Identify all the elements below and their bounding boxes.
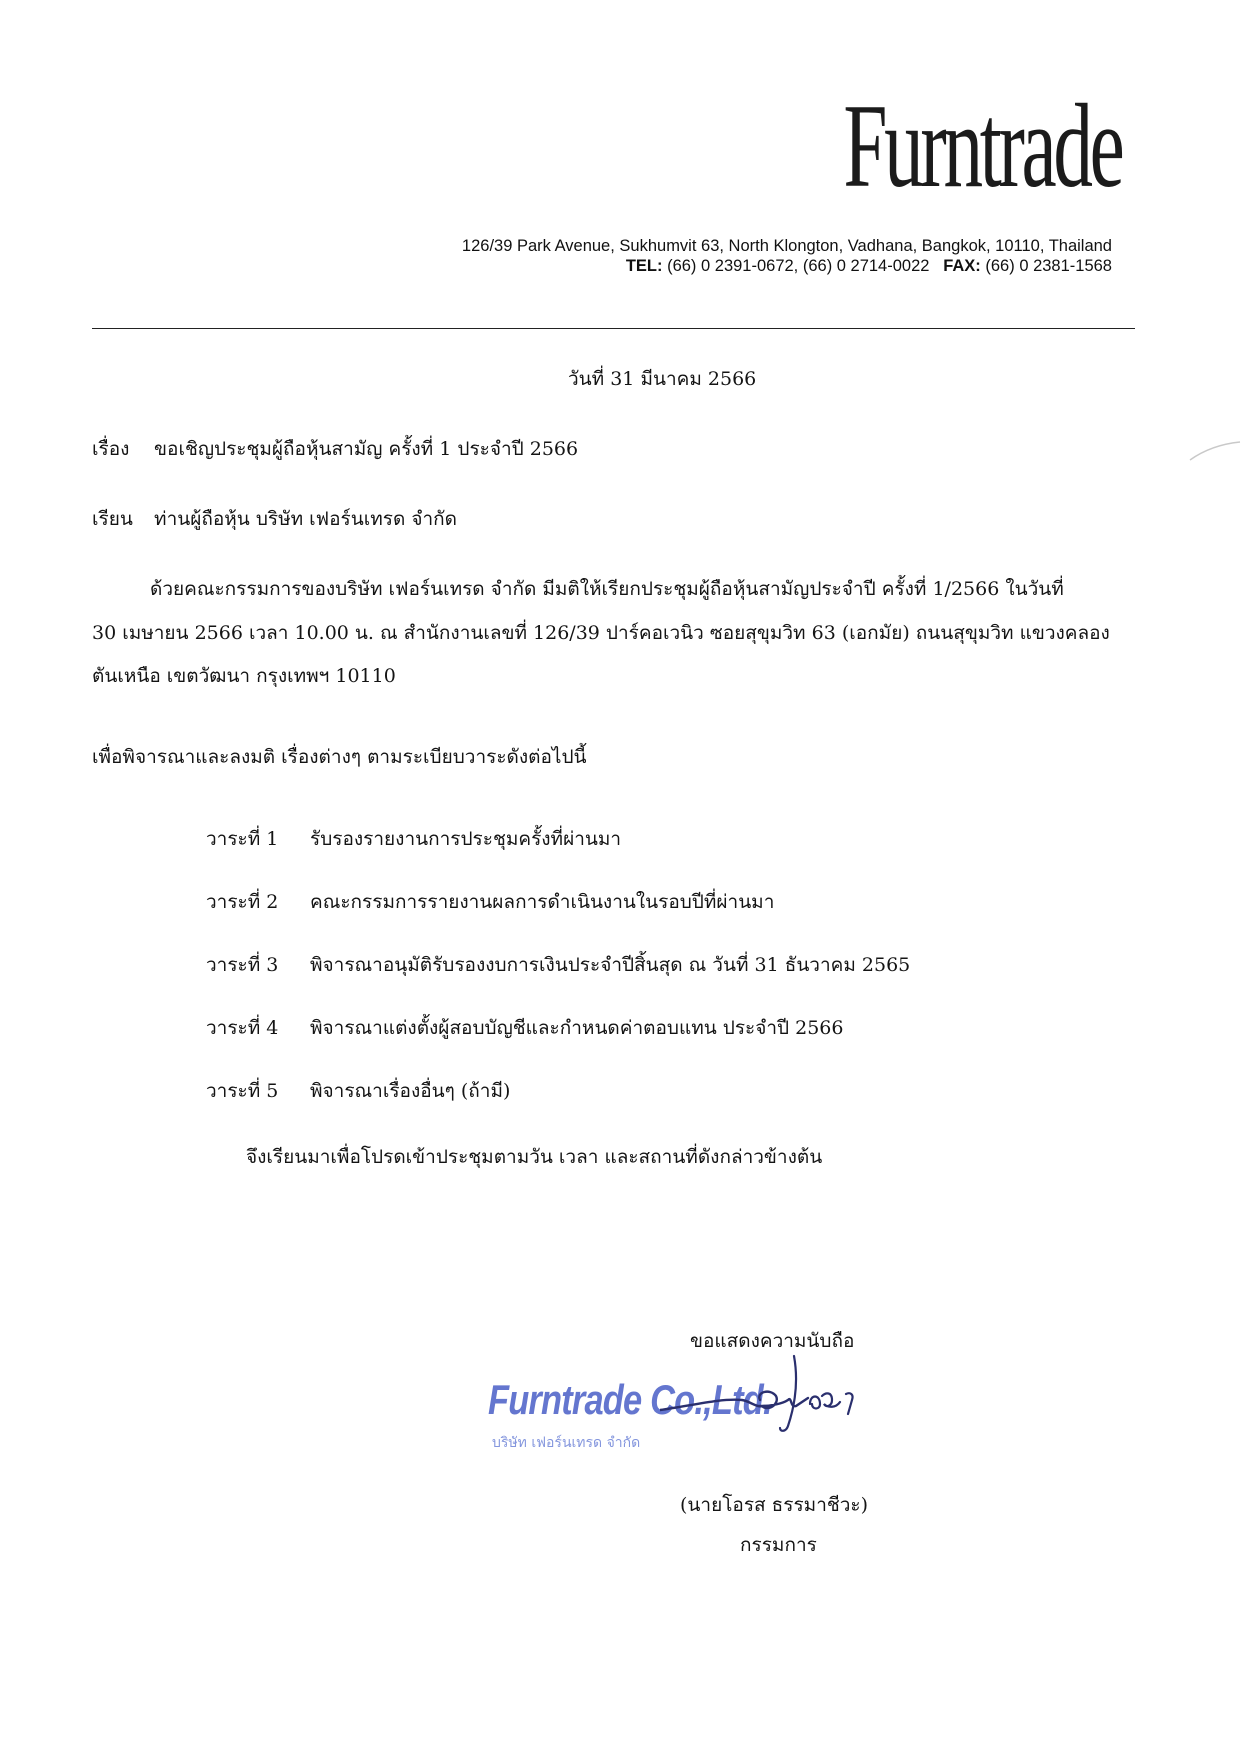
- letterhead-contact: [462, 236, 1112, 276]
- agenda-number: วาระที่ 4: [206, 1017, 279, 1039]
- scan-mark: [1186, 420, 1242, 470]
- company-address: 126/39 Park Avenue, Sukhumvit 63, North Klongton, Vadhana, Bangkok, 10110, Thailand: [461, 237, 1112, 255]
- regards-text: ขอแสดงความนับถือ: [690, 1330, 855, 1352]
- signer-position: กรรมการ: [740, 1534, 817, 1556]
- contact-line: [462, 256, 1112, 276]
- tel-value: (66) 0 2391-0672, (66) 0 2714-0022: [667, 257, 930, 275]
- agenda-number: วาระที่ 1: [206, 828, 279, 850]
- agenda-item: [206, 1076, 510, 1106]
- closing-line: จึงเรียนมาเพื่อโปรดเข้าประชุมตามวัน เวลา และสถานที่ดังกล่าวข้างต้น: [246, 1146, 823, 1168]
- company-logo: Furntrade: [843, 79, 1122, 212]
- body-line-1: ด้วยคณะกรรมการของบริษัท เฟอร์นเทรด จำกัด มีมติให้เรียกประชุมผู้ถือหุ้นสามัญประจำปี ครั้งที่ 1/2566 ในวันที่: [150, 578, 1064, 600]
- agenda-intro: เพื่อพิจารณาและลงมติ เรื่องต่างๆ ตามระเบียบวาระดังต่อไปนี้: [92, 746, 587, 768]
- stamp-text-th: บริษัท เฟอร์นเทรด จำกัด: [492, 1435, 641, 1451]
- agenda-number: วาระที่ 3: [206, 954, 279, 976]
- agenda-item: [206, 887, 774, 917]
- subject-label: เรื่อง: [92, 438, 130, 460]
- header-divider: [92, 328, 1135, 329]
- subject-line: [92, 434, 578, 464]
- body-line-3: ตันเหนือ เขตวัฒนา กรุงเทพฯ 10110: [92, 665, 396, 687]
- agenda-text: รับรองรายงานการประชุมครั้งที่ผ่านมา: [310, 828, 622, 850]
- recipient-line: [92, 504, 457, 534]
- agenda-text: พิจารณาอนุมัติรับรองงบการเงินประจำปีสิ้นสุด ณ วันที่ 31 ธันวาคม 2565: [310, 954, 911, 976]
- stamp-text-en: Furntrade Co.,Ltd.: [488, 1376, 772, 1423]
- agenda-text: พิจารณาแต่งตั้งผู้สอบบัญชีและกำหนดค่าตอบแทน ประจำปี 2566: [310, 1017, 844, 1039]
- agenda-item: [206, 950, 910, 980]
- tel-label: TEL:: [625, 257, 663, 275]
- agenda-item: [206, 1013, 843, 1043]
- agenda-text: พิจารณาเรื่องอื่นๆ (ถ้ามี): [310, 1080, 511, 1102]
- signer-name: (นายโอรส ธรรมาชีวะ): [680, 1494, 869, 1516]
- agenda-text: คณะกรรมการรายงานผลการดำเนินงานในรอบปีที่ผ่านมา: [310, 891, 775, 913]
- fax-label: FAX:: [943, 257, 981, 275]
- recipient-text: ท่านผู้ถือหุ้น บริษัท เฟอร์นเทรด จำกัด: [154, 508, 457, 530]
- agenda-number: วาระที่ 5: [206, 1080, 279, 1102]
- subject-text: ขอเชิญประชุมผู้ถือหุ้นสามัญ ครั้งที่ 1 ประจำปี 2566: [154, 438, 579, 460]
- letter-date: วันที่ 31 มีนาคม 2566: [568, 368, 757, 390]
- fax-value: (66) 0 2381-1568: [985, 257, 1112, 275]
- body-line-2: 30 เมษายน 2566 เวลา 10.00 น. ณ สำนักงานเลขที่ 126/39 ปาร์คอเวนิว ซอยสุขุมวิท 63 (เอกมัย) ถนนสุขุมวิท แขวงคลอง: [92, 622, 1110, 644]
- handwritten-signature: [660, 1348, 870, 1438]
- agenda-number: วาระที่ 2: [206, 891, 279, 913]
- recipient-label: เรียน: [92, 508, 133, 530]
- agenda-item: [206, 824, 621, 854]
